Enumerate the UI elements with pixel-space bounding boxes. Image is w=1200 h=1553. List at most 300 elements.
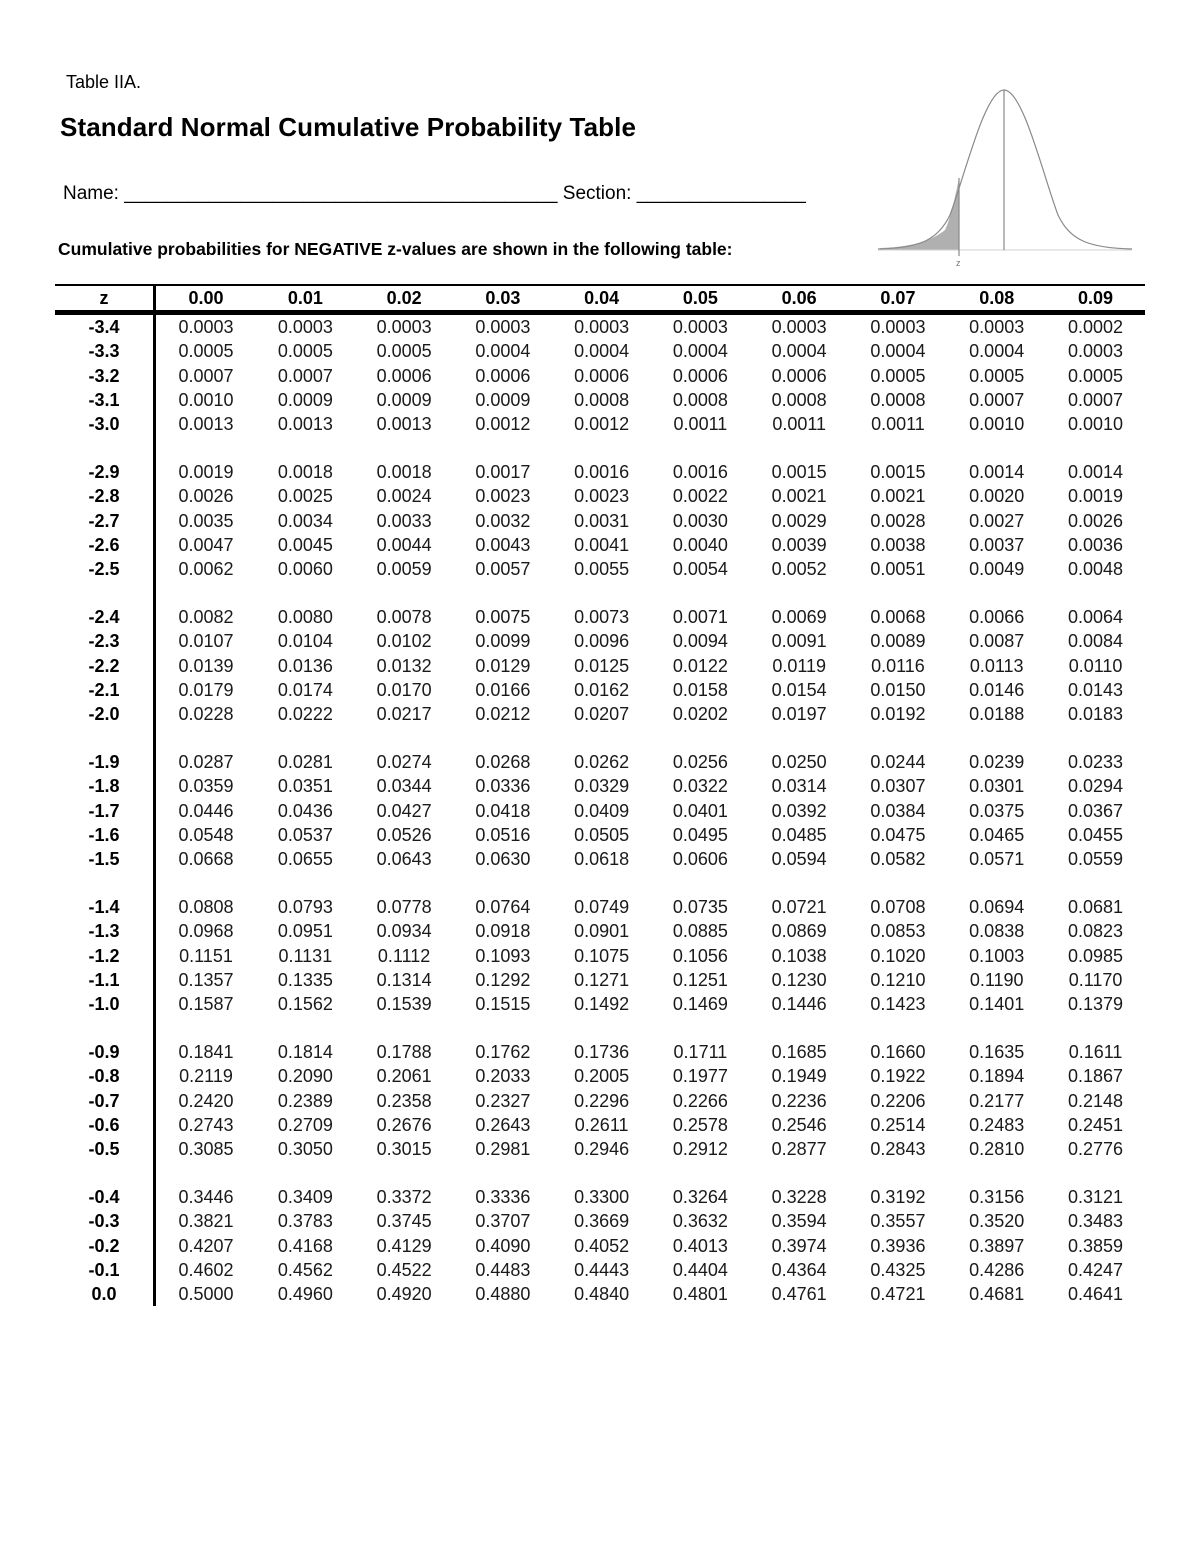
probability-cell: 0.0030 — [672, 510, 728, 531]
probability-cell: 0.3520 — [969, 1211, 1025, 1232]
probability-cell: 0.4247 — [1068, 1259, 1124, 1280]
column-header: 0.09 — [1078, 287, 1114, 308]
probability-cell: 0.4880 — [475, 1284, 531, 1305]
z-value-cell: -1.5 — [55, 847, 155, 871]
probability-cell: 0.0217 — [376, 704, 432, 725]
table-note: Cumulative probabilities for NEGATIVE z-values are shown in the following table: — [58, 239, 733, 259]
probability-cell: 0.0039 — [771, 535, 827, 556]
probability-cell: 0.0139 — [178, 655, 234, 676]
probability-cell: 0.1401 — [969, 994, 1025, 1015]
probability-cell: 0.0004 — [771, 341, 827, 362]
probability-cell: 0.1977 — [672, 1066, 728, 1087]
probability-cell: 0.3557 — [870, 1211, 926, 1232]
probability-cell: 0.2546 — [771, 1114, 827, 1135]
probability-cell: 0.0041 — [574, 535, 630, 556]
probability-cell: 0.0281 — [277, 752, 333, 773]
probability-cell: 0.0233 — [1068, 752, 1124, 773]
probability-cell: 0.0009 — [475, 390, 531, 411]
probability-cell: 0.5000 — [178, 1284, 234, 1305]
table-row — [55, 313, 1145, 340]
probability-cell: 0.0060 — [277, 559, 333, 580]
probability-cell: 0.2206 — [870, 1090, 926, 1111]
probability-cell: 0.0062 — [178, 559, 234, 580]
probability-cell: 0.1539 — [376, 994, 432, 1015]
probability-cell: 0.3336 — [475, 1187, 531, 1208]
probability-cell: 0.1469 — [672, 994, 728, 1015]
probability-cell: 0.1711 — [673, 1042, 728, 1063]
table-row — [55, 460, 1145, 484]
z-value-cell: -3.2 — [55, 364, 155, 388]
probability-cell: 0.0606 — [672, 849, 728, 870]
z-value-cell: -2.0 — [55, 702, 155, 726]
probability-cell: 0.0162 — [574, 680, 630, 700]
section-label: Section: — [562, 183, 632, 204]
probability-cell: 0.4562 — [277, 1259, 333, 1280]
table-row — [55, 605, 1145, 629]
probability-cell: 0.3632 — [672, 1211, 728, 1232]
table-row — [55, 895, 1145, 919]
probability-cell: 0.0132 — [376, 655, 432, 676]
probability-cell: 0.3669 — [574, 1211, 630, 1232]
probability-cell: 0.1814 — [277, 1042, 333, 1063]
z-value-cell: -1.7 — [55, 799, 155, 823]
z-value-cell: -0.7 — [55, 1089, 155, 1113]
probability-cell: 0.2148 — [1068, 1090, 1124, 1111]
probability-cell: 0.2877 — [771, 1139, 827, 1160]
probability-cell: 0.0026 — [178, 486, 234, 507]
bell-curve — [878, 90, 1132, 249]
probability-cell: 0.2420 — [178, 1090, 234, 1111]
probability-cell: 0.0064 — [1068, 607, 1124, 628]
table-row — [55, 1209, 1145, 1233]
probability-cell: 0.1112 — [377, 945, 431, 966]
probability-cell: 0.4207 — [178, 1235, 234, 1256]
probability-cell: 0.2327 — [475, 1090, 531, 1111]
probability-cell: 0.1736 — [574, 1042, 630, 1063]
probability-cell: 0.0006 — [672, 365, 728, 386]
z-value-cell: -0.5 — [55, 1137, 155, 1161]
probability-cell: 0.2843 — [870, 1139, 926, 1160]
probability-cell: 0.0073 — [574, 607, 630, 628]
column-header: 0.01 — [287, 287, 323, 308]
probability-cell: 0.1335 — [277, 969, 333, 990]
probability-cell: 0.0006 — [574, 365, 630, 386]
probability-cell: 0.4090 — [475, 1235, 531, 1256]
z-value-cell: -2.1 — [55, 678, 155, 702]
probability-cell: 0.0495 — [672, 824, 728, 845]
column-header: 0.06 — [781, 287, 817, 308]
probability-cell: 0.0048 — [1068, 559, 1124, 580]
probability-cell: 0.0045 — [277, 535, 333, 556]
probability-cell: 0.0192 — [870, 704, 926, 725]
probability-cell: 0.3015 — [376, 1139, 432, 1160]
probability-cell: 0.0007 — [277, 365, 333, 386]
z-value-cell: -2.3 — [55, 629, 155, 653]
probability-cell: 0.0022 — [672, 486, 728, 507]
probability-cell: 0.0068 — [870, 607, 926, 628]
probability-cell: 0.1210 — [870, 969, 926, 990]
table-row — [55, 629, 1145, 653]
z-value-cell: -1.3 — [55, 919, 155, 943]
probability-cell: 0.0032 — [475, 510, 531, 531]
probability-cell: 0.0336 — [475, 776, 531, 797]
probability-cell: 0.0582 — [870, 849, 926, 870]
probability-cell: 0.0409 — [574, 800, 630, 821]
probability-cell: 0.0516 — [475, 824, 531, 845]
probability-cell: 0.0778 — [376, 897, 432, 918]
probability-cell: 0.2743 — [178, 1114, 234, 1135]
probability-cell: 0.1446 — [771, 994, 827, 1015]
probability-cell: 0.0749 — [574, 897, 630, 918]
probability-cell: 0.1151 — [179, 945, 233, 966]
probability-cell: 0.0052 — [771, 559, 827, 580]
probability-cell: 0.0322 — [672, 776, 728, 797]
column-header-z: z — [55, 285, 155, 313]
probability-cell: 0.2266 — [672, 1090, 728, 1111]
probability-cell: 0.0008 — [672, 390, 728, 411]
probability-cell: 0.0823 — [1068, 921, 1124, 942]
probability-cell: 0.0465 — [969, 824, 1025, 845]
probability-cell: 0.0018 — [376, 462, 432, 483]
column-header: 0.08 — [979, 287, 1015, 308]
probability-cell: 0.0017 — [475, 462, 531, 483]
table-row — [55, 1185, 1145, 1209]
probability-cell: 0.0548 — [178, 824, 234, 845]
probability-cell: 0.0031 — [574, 510, 630, 531]
probability-cell: 0.3483 — [1068, 1211, 1124, 1232]
probability-cell: 0.3300 — [574, 1187, 630, 1208]
normal-curve-figure — [870, 80, 1140, 270]
probability-cell: 0.3228 — [771, 1187, 827, 1208]
probability-cell: 0.0012 — [475, 414, 531, 435]
probability-cell: 0.0102 — [376, 631, 432, 652]
probability-cell: 0.0055 — [574, 559, 630, 580]
probability-cell: 0.4801 — [672, 1284, 728, 1305]
probability-cell: 0.1251 — [672, 969, 728, 990]
probability-cell: 0.3594 — [771, 1211, 827, 1232]
probability-cell: 0.0110 — [1068, 655, 1123, 676]
probability-cell: 0.2643 — [475, 1114, 531, 1135]
table-row — [55, 1089, 1145, 1113]
table-label: Table IIA. — [66, 72, 142, 92]
z-value-cell: -1.1 — [55, 968, 155, 992]
probability-cell: 0.4920 — [376, 1284, 432, 1305]
probability-cell: 0.2005 — [574, 1066, 630, 1087]
probability-cell: 0.0010 — [969, 414, 1025, 435]
probability-cell: 0.0003 — [277, 317, 333, 338]
probability-cell: 0.0018 — [277, 462, 333, 483]
probability-cell: 0.0869 — [771, 921, 827, 942]
probability-cell: 0.0021 — [870, 486, 926, 507]
probability-cell: 0.3156 — [969, 1187, 1025, 1208]
z-value-cell: -2.9 — [55, 460, 155, 484]
probability-cell: 0.1788 — [376, 1042, 432, 1063]
probability-cell: 0.0028 — [870, 510, 926, 531]
probability-cell: 0.1660 — [870, 1042, 926, 1063]
probability-cell: 0.0008 — [870, 390, 926, 411]
probability-cell: 0.0002 — [1068, 317, 1124, 338]
probability-cell: 0.2483 — [969, 1114, 1025, 1135]
probability-cell: 0.0125 — [574, 655, 630, 676]
table-row — [55, 364, 1145, 388]
probability-cell: 0.3121 — [1068, 1187, 1124, 1208]
probability-cell: 0.3050 — [277, 1139, 333, 1160]
probability-cell: 0.0526 — [376, 824, 432, 845]
probability-cell: 0.2358 — [376, 1090, 432, 1111]
probability-cell: 0.0166 — [475, 680, 531, 700]
probability-cell: 0.0037 — [969, 535, 1025, 556]
probability-cell: 0.0250 — [771, 752, 827, 773]
probability-cell: 0.0268 — [475, 752, 531, 773]
probability-cell: 0.0694 — [969, 897, 1025, 918]
probability-cell: 0.0013 — [376, 414, 432, 435]
z-table — [55, 284, 1145, 1306]
table-row — [55, 388, 1145, 412]
probability-cell: 0.0025 — [277, 486, 333, 507]
probability-cell: 0.2611 — [574, 1114, 629, 1135]
z-value-cell: -3.4 — [55, 313, 155, 340]
probability-cell: 0.0968 — [178, 921, 234, 942]
probability-cell: 0.0059 — [376, 559, 432, 580]
probability-cell: 0.0985 — [1068, 945, 1124, 966]
column-header: 0.07 — [880, 287, 916, 308]
probability-cell: 0.0274 — [376, 752, 432, 773]
table-row — [55, 533, 1145, 557]
probability-cell: 0.0003 — [771, 317, 827, 338]
probability-cell: 0.0170 — [376, 680, 432, 700]
table-row — [55, 919, 1145, 943]
table-row — [55, 847, 1145, 871]
probability-cell: 0.0029 — [771, 510, 827, 531]
table-row — [55, 992, 1145, 1016]
probability-cell: 0.0004 — [574, 341, 630, 362]
probability-cell: 0.1635 — [969, 1042, 1025, 1063]
table-row — [55, 774, 1145, 798]
probability-cell: 0.0005 — [1068, 365, 1124, 386]
probability-cell: 0.0013 — [178, 414, 234, 435]
probability-cell: 0.4522 — [376, 1259, 432, 1280]
probability-cell: 0.1949 — [771, 1066, 827, 1087]
table-row — [55, 1113, 1145, 1137]
probability-cell: 0.4641 — [1068, 1284, 1124, 1305]
probability-cell: 0.0023 — [574, 486, 630, 507]
z-value-cell: -0.3 — [55, 1209, 155, 1233]
z-value-cell: -2.7 — [55, 509, 155, 533]
probability-cell: 0.0027 — [969, 510, 1025, 531]
probability-cell: 0.0668 — [178, 849, 234, 870]
probability-cell: 0.0040 — [672, 535, 728, 556]
column-header: 0.02 — [386, 287, 422, 308]
probability-cell: 0.0571 — [969, 849, 1025, 870]
z-value-cell: -1.4 — [55, 895, 155, 919]
table-row — [55, 1040, 1145, 1064]
probability-cell: 0.0007 — [1068, 390, 1124, 411]
probability-cell: 0.4761 — [771, 1284, 827, 1305]
probability-cell: 0.0228 — [178, 704, 234, 725]
probability-cell: 0.1423 — [870, 994, 926, 1015]
probability-cell: 0.1003 — [969, 945, 1025, 966]
probability-cell: 0.0122 — [672, 655, 728, 676]
probability-cell: 0.0015 — [870, 462, 926, 483]
probability-cell: 0.1075 — [574, 945, 630, 966]
probability-cell: 0.0808 — [178, 897, 234, 918]
probability-cell: 0.0078 — [376, 607, 432, 628]
z-value-cell: -1.0 — [55, 992, 155, 1016]
probability-cell: 0.0089 — [870, 631, 926, 652]
probability-cell: 0.0764 — [475, 897, 531, 918]
probability-cell: 0.0136 — [277, 655, 333, 676]
probability-cell: 0.0033 — [376, 510, 432, 531]
probability-cell: 0.0918 — [475, 921, 531, 942]
probability-cell: 0.4052 — [574, 1235, 630, 1256]
probability-cell: 0.0104 — [277, 631, 333, 652]
name-blank: _________________________________________ — [124, 183, 558, 204]
probability-cell: 0.0262 — [574, 752, 630, 773]
z-value-cell: -2.4 — [55, 605, 155, 629]
probability-cell: 0.0036 — [1068, 535, 1124, 556]
probability-cell: 0.0003 — [870, 317, 926, 338]
group-spacer — [55, 436, 1145, 460]
probability-cell: 0.4325 — [870, 1259, 926, 1280]
probability-cell: 0.1685 — [771, 1042, 827, 1063]
probability-cell: 0.0014 — [969, 462, 1025, 483]
probability-cell: 0.2177 — [969, 1090, 1025, 1111]
probability-cell: 0.3409 — [277, 1187, 333, 1208]
z-value-cell: -0.4 — [55, 1185, 155, 1209]
probability-cell: 0.0505 — [574, 824, 630, 845]
probability-cell: 0.0016 — [574, 462, 630, 483]
probability-cell: 0.1292 — [475, 969, 531, 990]
z-value-cell: -0.9 — [55, 1040, 155, 1064]
probability-cell: 0.0183 — [1068, 704, 1124, 725]
probability-cell: 0.0630 — [475, 849, 531, 870]
probability-cell: 0.0051 — [870, 559, 926, 580]
probability-cell: 0.0024 — [376, 486, 432, 507]
probability-cell: 0.2061 — [376, 1066, 432, 1087]
probability-cell: 0.3783 — [277, 1211, 333, 1232]
table-row — [55, 678, 1145, 702]
probability-cell: 0.2090 — [277, 1066, 333, 1087]
probability-cell: 0.0044 — [376, 535, 432, 556]
z-value-cell: -1.6 — [55, 823, 155, 847]
table-row — [55, 1137, 1145, 1161]
table-row — [55, 968, 1145, 992]
column-header: 0.04 — [584, 287, 620, 308]
probability-cell: 0.2119 — [179, 1066, 233, 1087]
column-header: 0.00 — [188, 287, 224, 308]
probability-cell: 0.0003 — [475, 317, 531, 338]
probability-cell: 0.0008 — [771, 390, 827, 411]
probability-cell: 0.0107 — [178, 631, 234, 652]
page-title: Standard Normal Cumulative Probability Table — [60, 112, 637, 142]
z-value-cell: -3.0 — [55, 412, 155, 436]
group-spacer — [55, 1016, 1145, 1040]
group-spacer — [55, 871, 1145, 895]
probability-cell: 0.0012 — [574, 414, 630, 435]
probability-cell: 0.0367 — [1068, 800, 1124, 821]
probability-cell: 0.0885 — [672, 921, 728, 942]
probability-cell: 0.0034 — [277, 510, 333, 531]
probability-cell: 0.0006 — [475, 365, 531, 386]
probability-cell: 0.0003 — [178, 317, 234, 338]
probability-cell: 0.0080 — [277, 607, 333, 628]
z-value-cell: -3.1 — [55, 388, 155, 412]
table-row — [55, 750, 1145, 774]
probability-cell: 0.0202 — [672, 704, 728, 725]
probability-cell: 0.0038 — [870, 535, 926, 556]
probability-cell: 0.0197 — [771, 704, 827, 725]
z-value-cell: -2.6 — [55, 533, 155, 557]
probability-cell: 0.0618 — [574, 849, 630, 870]
group-spacer — [55, 726, 1145, 750]
probability-cell: 0.0026 — [1068, 510, 1124, 531]
probability-cell: 0.0455 — [1068, 824, 1124, 845]
probability-cell: 0.0485 — [771, 824, 827, 845]
probability-cell: 0.2912 — [672, 1139, 728, 1160]
table-row — [55, 1282, 1145, 1306]
probability-cell: 0.2946 — [574, 1139, 630, 1160]
probability-cell: 0.0099 — [475, 631, 531, 652]
probability-cell: 0.1515 — [475, 994, 531, 1015]
probability-cell: 0.0010 — [1068, 414, 1124, 435]
z-value-cell: -1.2 — [55, 944, 155, 968]
probability-cell: 0.0084 — [1068, 631, 1124, 652]
probability-cell: 0.3859 — [1068, 1235, 1124, 1256]
group-spacer — [55, 581, 1145, 605]
probability-cell: 0.0301 — [969, 776, 1025, 797]
z-value-cell: 0.0 — [55, 1282, 155, 1306]
table-row — [55, 702, 1145, 726]
probability-cell: 0.1357 — [178, 969, 234, 990]
table-row — [55, 944, 1145, 968]
probability-cell: 0.3936 — [870, 1235, 926, 1256]
z-value-cell: -1.9 — [55, 750, 155, 774]
probability-cell: 0.0006 — [376, 365, 432, 386]
z-value-cell: -0.8 — [55, 1064, 155, 1088]
table-row — [55, 1064, 1145, 1088]
probability-cell: 0.0934 — [376, 921, 432, 942]
probability-cell: 0.0307 — [870, 776, 926, 797]
z-value-cell: -0.1 — [55, 1258, 155, 1282]
table-row — [55, 412, 1145, 436]
probability-cell: 0.0384 — [870, 800, 926, 821]
probability-cell: 0.1314 — [376, 969, 432, 990]
column-header: 0.03 — [485, 287, 521, 308]
probability-cell: 0.0004 — [475, 341, 531, 362]
probability-cell: 0.3974 — [771, 1235, 827, 1256]
probability-cell: 0.0010 — [178, 390, 234, 411]
probability-cell: 0.0119 — [772, 655, 827, 676]
probability-cell: 0.0427 — [376, 800, 432, 821]
probability-cell: 0.0091 — [771, 631, 827, 652]
probability-cell: 0.0392 — [771, 800, 827, 821]
probability-cell: 0.0008 — [574, 390, 630, 411]
table-row — [55, 509, 1145, 533]
probability-cell: 0.0344 — [376, 776, 432, 797]
probability-cell: 0.0003 — [574, 317, 630, 338]
probability-cell: 0.0069 — [771, 607, 827, 628]
probability-cell: 0.0735 — [672, 897, 728, 918]
probability-cell: 0.3264 — [672, 1187, 728, 1208]
probability-cell: 0.0708 — [870, 897, 926, 918]
probability-cell: 0.4129 — [376, 1235, 432, 1256]
probability-cell: 0.1170 — [1068, 969, 1123, 990]
probability-cell: 0.0007 — [178, 365, 234, 386]
probability-cell: 0.0007 — [969, 390, 1025, 411]
probability-cell: 0.0287 — [178, 752, 234, 773]
probability-cell: 0.0207 — [574, 704, 630, 725]
probability-cell: 0.2776 — [1068, 1139, 1124, 1160]
